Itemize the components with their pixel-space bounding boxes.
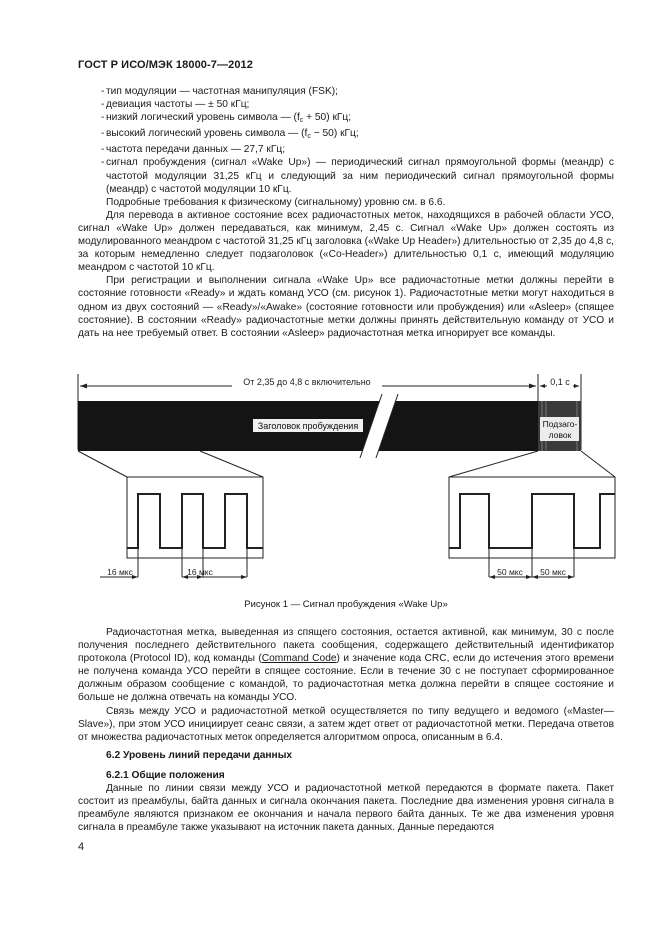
list-item: - низкий логический уровень символа — $(f_c + 50)$ кГц;: [101, 112, 352, 125]
list-item: - тип модуляции — частотная манипуляция (FSK);: [101, 86, 338, 97]
co-header-label-1: Подзаго-: [542, 419, 578, 429]
wake-up-header-label: Заголовок пробуждения: [257, 421, 359, 431]
bottom-text-block: [78, 626, 614, 834]
subsection-heading: 6.2.1 Общие положения: [106, 769, 225, 781]
list-item: - сигнал пробуждения (сигнал «Wake Up») — периодический сигнал прямоугольной формы (меандр) с частотой модуляции 31,25 кГц и следующий за ним периодический сигнал прямоугольной формы (меандр) с частотой модуляции 10 кГц.: [101, 157, 614, 195]
pulse-width-label: 50 мкс: [540, 567, 566, 577]
co-header-label-2: ловок: [548, 430, 572, 440]
square-wave-10khz: [449, 494, 615, 548]
paragraph: Подробные требования к физическому (сигнальному) уровню см. в 6.6.: [106, 196, 446, 208]
paragraph: Радиочастотная метка, выведенная из спящего состояния, остается активной, как минимум, 30 с после получения последнего действительного пакета сообщения, содержащего действительный идентификатор протокола (Protocol ID), код команды (Command Code) и значение кода CRC, если до истечения этого времени не получена команда УСО перейти в спящее состояние. Если в течение 30 с не поступает сформированное должным образом сообщение с командой, то радиочастотная метка должна перейти в спящее состояние и больше не должна отвечать на команды УСО.: [78, 627, 614, 704]
figure-caption: Рисунок 1 — Сигнал пробуждения «Wake Up»: [244, 599, 448, 610]
page-number: 4: [78, 841, 85, 853]
list-item: - девиация частоты — ± 50 кГц;: [101, 99, 250, 111]
square-wave-31khz: [127, 494, 263, 548]
paragraph: Связь между УСО и радиочастотной меткой осуществляется по типу ведущего и ведомого («Master—Slave»), при этом УСО инициирует сеанс связи, а затем ждет ответ от радиочастотной метки. Передача ответов от множества радиочастотных меток определяется алгоритмом опроса, описанным в 6.4.: [78, 705, 614, 743]
paragraph: Для перевода в активное состояние всех радиочастотных меток, находящихся в рабочей области УСО, сигнал «Wake Up» должен передаваться, как минимум, 2,45 с. Сигнал «Wake Up» должен состоять из модулированного меандром с частотой 31,25 кГц заголовка («Wake Up Header») длительностью от 2,35 до 4,8 с, за которым немедленно следует подзаголовок («Co-Header») длительностью 0,1 с, имеющий модуляцию меандром с частотой 10 кГц.: [78, 209, 614, 274]
list-item: - высокий логический уровень символа — $(f_c - 50)$ кГц;: [101, 128, 359, 141]
pulse-width-label: 16 мкс: [187, 567, 213, 577]
pulse-width-label: 16 мкс: [107, 567, 133, 577]
document-header: ГОСТ Р ИСО/МЭК 18000-7—2012: [78, 59, 253, 71]
paragraph: Данные по линии связи между УСО и радиочастотной меткой передаются в формате пакета. Пакет состоит из преамбулы, байта данных и сигнала окончания пакета. Последние два изменения уровня сигнала в преамбуле являются признаком ее окончания и начала первого байта данных. Те же два изменения уровня сигнала в преамбуле также указывают на источник пакета данных. Данные передаются: [78, 783, 614, 834]
list-item: - частота передачи данных — 27,7 кГц;: [101, 144, 286, 156]
paragraph: При регистрации и выполнении сигнала «Wake Up» все радиочастотные метки должны перейти в состояние готовности «Ready» и ждать команд УСО (см. рисунок 1). Радиочастотные метки могут находиться в одном из двух состояний — «Ready»/«Awake» (состояние готовности или пробуждения) или «Asleep» (спящее состояние). В состоянии «Ready» радиочастотные метки должны принять действительную команду от УСО и дать на нее требуемый ответ. В состоянии «Asleep» радиочастотная метка игнорирует все команды.: [78, 275, 614, 339]
command-code-link: Command Code: [261, 653, 337, 665]
duration-label-main: От 2,35 до 4,8 с включительно: [243, 377, 371, 387]
pulse-width-label: 50 мкс: [497, 567, 523, 577]
duration-label-co: 0,1 с: [550, 377, 570, 387]
section-heading: 6.2 Уровень линий передачи данных: [106, 749, 293, 761]
